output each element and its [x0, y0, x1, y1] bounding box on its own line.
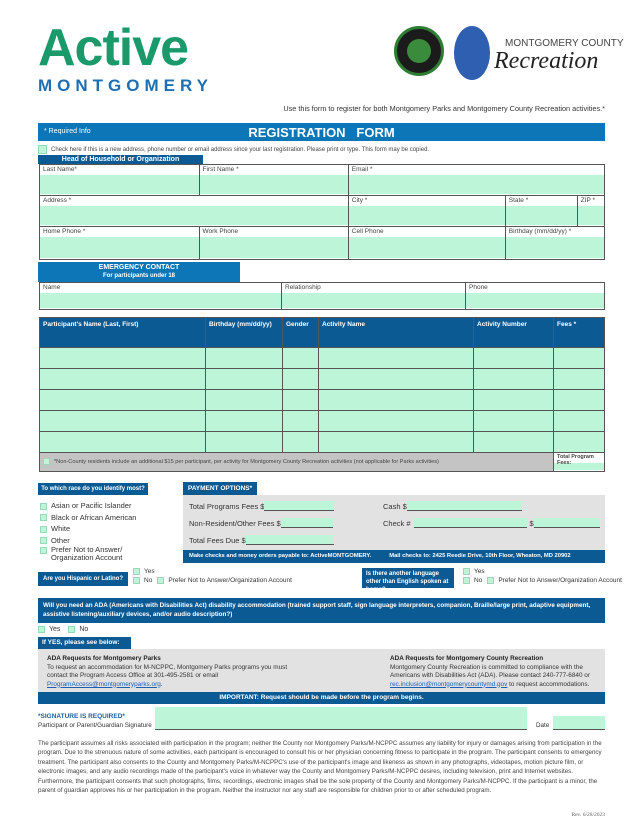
non-resident-note-text: *Non-County residents include an additional $15 per participant, per activity for Montgomery County Recreation activities (not applicable for Parks activities) — [54, 458, 439, 465]
check-number-input[interactable] — [414, 518, 527, 528]
state-field[interactable]: State * — [505, 196, 577, 227]
fees-cell[interactable] — [554, 390, 605, 411]
birthday-cell[interactable] — [206, 411, 283, 432]
emergency-phone-field[interactable]: Phone — [466, 283, 605, 310]
participant-name-cell[interactable] — [40, 348, 206, 369]
total-programs-fees-input[interactable] — [264, 501, 334, 511]
ada-parks-text: To request an accommodation for M-NCPPC, Montgomery Parks programs you must contact the Program Access Office at 301-495-2581 or email — [47, 663, 288, 679]
revision-date: Rev. 6/28/2023 — [571, 812, 605, 818]
emergency-tab — [38, 262, 240, 282]
emergency-title: EMERGENCY CONTACT — [98, 264, 180, 271]
participant-row — [40, 411, 605, 432]
non-resident-fees-row: Non-Resident/Other Fees $ — [189, 518, 333, 528]
city-field[interactable]: City * — [348, 196, 505, 227]
cell-phone-field[interactable]: Cell Phone — [348, 227, 505, 260]
ada-parks-title: ADA Requests for Montgomery Parks — [47, 655, 161, 662]
payable-to-text: Make checks and money orders payable to: ActiveMONTGOMERY. — [189, 553, 372, 559]
mail-checks-text: Mail checks to: 2425 Reedie Drive, 10th Floor, Wheaton, MD 20902 — [389, 553, 571, 559]
ada-no[interactable]: No — [68, 626, 88, 633]
participant-name-cell[interactable] — [40, 432, 206, 453]
emergency-relationship-field[interactable]: Relationship — [282, 283, 466, 310]
race-option-prefer-not[interactable]: Prefer Not to Answer/ Organization Account — [40, 546, 180, 562]
check-amount-input[interactable] — [534, 518, 600, 528]
race-option-black[interactable]: Black or African American — [40, 512, 180, 524]
participant-row — [40, 432, 605, 453]
work-phone-field[interactable]: Work Phone — [199, 227, 348, 260]
check-row: Check # $ — [383, 518, 600, 528]
language-prefer-not[interactable]: Prefer Not to Answer/Organization Account — [487, 577, 622, 584]
race-option-asian[interactable]: Asian or Pacific Islander — [40, 500, 180, 512]
language-question-box — [362, 568, 454, 593]
col-participant-name: Participant's Name (Last, First) — [40, 318, 206, 348]
non-resident-note — [40, 453, 554, 472]
participant-row — [40, 369, 605, 390]
gender-cell[interactable] — [283, 348, 319, 369]
recreation-logo-line2: Recreation — [494, 48, 599, 74]
participant-row — [40, 348, 605, 369]
hispanic-yes[interactable]: Yes — [133, 567, 292, 576]
email-field[interactable]: Email * — [348, 165, 604, 196]
participant-row — [40, 390, 605, 411]
participant-name-cell[interactable] — [40, 390, 206, 411]
race-question: To which race do you identify most? — [38, 483, 148, 495]
important-bar — [38, 692, 605, 704]
gender-cell[interactable] — [283, 432, 319, 453]
signature-label: Participant or Parent/Guardian Signature — [38, 722, 152, 729]
gender-cell[interactable] — [283, 390, 319, 411]
gender-cell[interactable] — [283, 411, 319, 432]
fees-cell[interactable] — [554, 411, 605, 432]
total-program-fees-field[interactable]: Total Program Fees: — [554, 453, 605, 472]
logo-main-text: Active — [38, 19, 189, 77]
new-address-label: Check here if this is a new address, phone number or email address since your last registration. Please print or type. This form may be copied. — [51, 147, 430, 154]
recreation-logo-icon — [454, 26, 490, 80]
birthday-cell[interactable] — [206, 432, 283, 453]
birthday-cell[interactable] — [206, 369, 283, 390]
activity-number-cell[interactable] — [474, 411, 554, 432]
activity-name-cell[interactable] — [319, 369, 474, 390]
recreation-logo-line1: MONTGOMERY COUNTY — [505, 38, 624, 49]
hispanic-no[interactable]: No — [133, 577, 152, 584]
ada-question-text: Will you need an ADA (Americans with Disabilities Act) disability accommodation (trained support staff, sign language interpreters, companion, Braille/large print, adaptive equipment, assistive listening/auxiliary devices, and/or audio description?) — [43, 602, 591, 618]
logo-sub-text: MONTGOMERY — [38, 76, 213, 95]
ada-rec-text: Montgomery County Recreation is committed to compliance with the Americans with Disabilities Act (ADA). Please contact 240-777-6840 or — [390, 663, 590, 679]
ada-parks-section: ADA Requests for Montgomery Parks To request an accommodation for M-NCPPC, Montgomery Parks programs you must contact the Program Access Office at 301-495-2581 or email ProgramAccess@montgomeryparks.org. — [47, 655, 292, 689]
birthday-cell[interactable] — [206, 390, 283, 411]
emergency-subtitle: For participants under 18 — [102, 273, 175, 279]
ada-rec-title: ADA Requests for Montgomery County Recreation — [390, 655, 544, 662]
address-field[interactable]: Address * — [40, 196, 349, 227]
ada-parks-email-link[interactable]: ProgramAccess@montgomeryparks.org — [47, 680, 161, 688]
col-activity-name: Activity Name — [319, 318, 474, 348]
total-fees-due-row: Total Fees Due $ — [189, 535, 334, 545]
home-phone-field[interactable]: Home Phone * — [40, 227, 200, 260]
cash-row: Cash $ — [383, 501, 522, 511]
important-text: IMPORTANT: Request should be made before the program begins. — [219, 694, 424, 701]
waiver-text: The participant assumes all risks associated with participation in the program; neither the County nor Montgomery Parks/M-NCPPC assumes any liability for injury or damages arising from participation in the program. Due to the strenuous nature of some activities, each participant is encouraged to consult his or her physician concerning fitness to participate in the program. The participant consents to emergency treatment. The participant also consents to the County and Montgomery Parks/M-NCPPC's use of the participant's image and likeness as shown in any photographs, videotapes, motion picture film, or electronic images, and any audio recordings made of the participant's voice in whatever way the County and Montgomery Parks/M-NCPPC desires, including television, print and Internet websites. Furthermore, the participant consents that such photographs, films, recordings, electronic images shall be the sole property of the County and Montgomery Parks/M-NCPPC. If the participant is a minor, the parent of guardian approves his or her participation in the program. Neither the instructor nor any staff are responsible for children prior to or after scheduled program. — [38, 740, 602, 795]
participant-name-cell[interactable] — [40, 369, 206, 390]
payment-box — [183, 495, 605, 550]
activity-number-cell[interactable] — [474, 432, 554, 453]
signature-input[interactable] — [155, 707, 527, 730]
col-gender: Gender — [283, 318, 319, 348]
parks-seal-logo — [394, 26, 444, 76]
activity-number-cell[interactable] — [474, 390, 554, 411]
registration-header-bar — [38, 123, 605, 141]
language-yes[interactable]: Yes — [463, 567, 622, 576]
activity-name-cell[interactable] — [319, 348, 474, 369]
gender-cell[interactable] — [283, 369, 319, 390]
payment-tab: PAYMENT OPTIONS* — [183, 482, 257, 495]
language-question-text: Is there another language other than English spoken at home? — [366, 571, 449, 593]
ada-if-yes-tab: If YES, please see below: — [38, 637, 131, 649]
language-no[interactable]: No — [463, 577, 482, 584]
household-table — [39, 164, 605, 260]
ada-info-box — [38, 649, 605, 692]
total-programs-fees-row: Total Programs Fees $ — [189, 501, 334, 511]
hispanic-options — [133, 567, 292, 585]
household-tab: Head of Household or Organization — [38, 155, 203, 164]
non-resident-checkbox[interactable] — [43, 458, 50, 465]
new-address-checkbox[interactable] — [38, 145, 47, 154]
intro-text: Use this form to register for both Montgomery Parks and Montgomery County Recreation activities.* — [283, 104, 605, 113]
col-fees: Fees * — [554, 318, 605, 348]
new-address-row — [38, 145, 429, 154]
emergency-table — [39, 282, 605, 310]
ada-rec-tail: to request accommodations. — [507, 680, 590, 688]
ada-question-bar — [38, 598, 605, 623]
emergency-name-field[interactable]: Name — [40, 283, 282, 310]
fees-cell[interactable] — [554, 369, 605, 390]
language-options — [463, 567, 622, 585]
date-label: Date — [536, 722, 550, 729]
active-montgomery-logo — [38, 19, 213, 96]
participants-table — [39, 317, 605, 472]
activity-number-cell[interactable] — [474, 348, 554, 369]
last-name-field[interactable]: Last Name* — [40, 165, 200, 196]
participants-header-row — [40, 318, 605, 348]
signature-required-label: *SIGNATURE IS REQUIRED* — [38, 713, 125, 720]
payment-instructions-bar — [183, 550, 605, 563]
race-option-other[interactable]: Other — [40, 535, 180, 547]
ada-rec-email-link[interactable]: rec.inclusion@montgomerycountymd.gov — [390, 680, 508, 688]
activity-number-cell[interactable] — [474, 369, 554, 390]
fees-cell[interactable] — [554, 348, 605, 369]
col-birthday: Birthday (mm/dd/yy) — [206, 318, 283, 348]
fees-cell[interactable] — [554, 432, 605, 453]
ada-options — [38, 626, 88, 633]
date-input[interactable] — [553, 716, 605, 730]
birthday-field[interactable]: Birthday (mm/dd/yy) * — [505, 227, 604, 260]
col-activity-number: Activity Number — [474, 318, 554, 348]
birthday-cell[interactable] — [206, 348, 283, 369]
total-fees-due-input[interactable] — [246, 535, 334, 545]
activity-name-cell[interactable] — [319, 432, 474, 453]
cash-input[interactable] — [407, 501, 522, 511]
ada-yes[interactable]: Yes — [38, 626, 60, 633]
race-option-white[interactable]: White — [40, 523, 180, 535]
zip-field[interactable]: ZIP * — [577, 196, 604, 227]
participant-name-cell[interactable] — [40, 411, 206, 432]
activity-name-cell[interactable] — [319, 411, 474, 432]
non-resident-fees-input[interactable] — [281, 518, 333, 528]
hispanic-prefer-not[interactable]: Prefer Not to Answer/Organization Account — [157, 577, 292, 584]
activity-name-cell[interactable] — [319, 390, 474, 411]
hispanic-question: Are you Hispanic or Latino? — [38, 572, 128, 586]
first-name-field[interactable]: First Name * — [199, 165, 348, 196]
race-options — [40, 500, 180, 562]
form-title: REGISTRATION FORM — [248, 125, 395, 140]
required-info-label: * Required Info — [44, 128, 91, 135]
ada-rec-section — [390, 655, 605, 689]
